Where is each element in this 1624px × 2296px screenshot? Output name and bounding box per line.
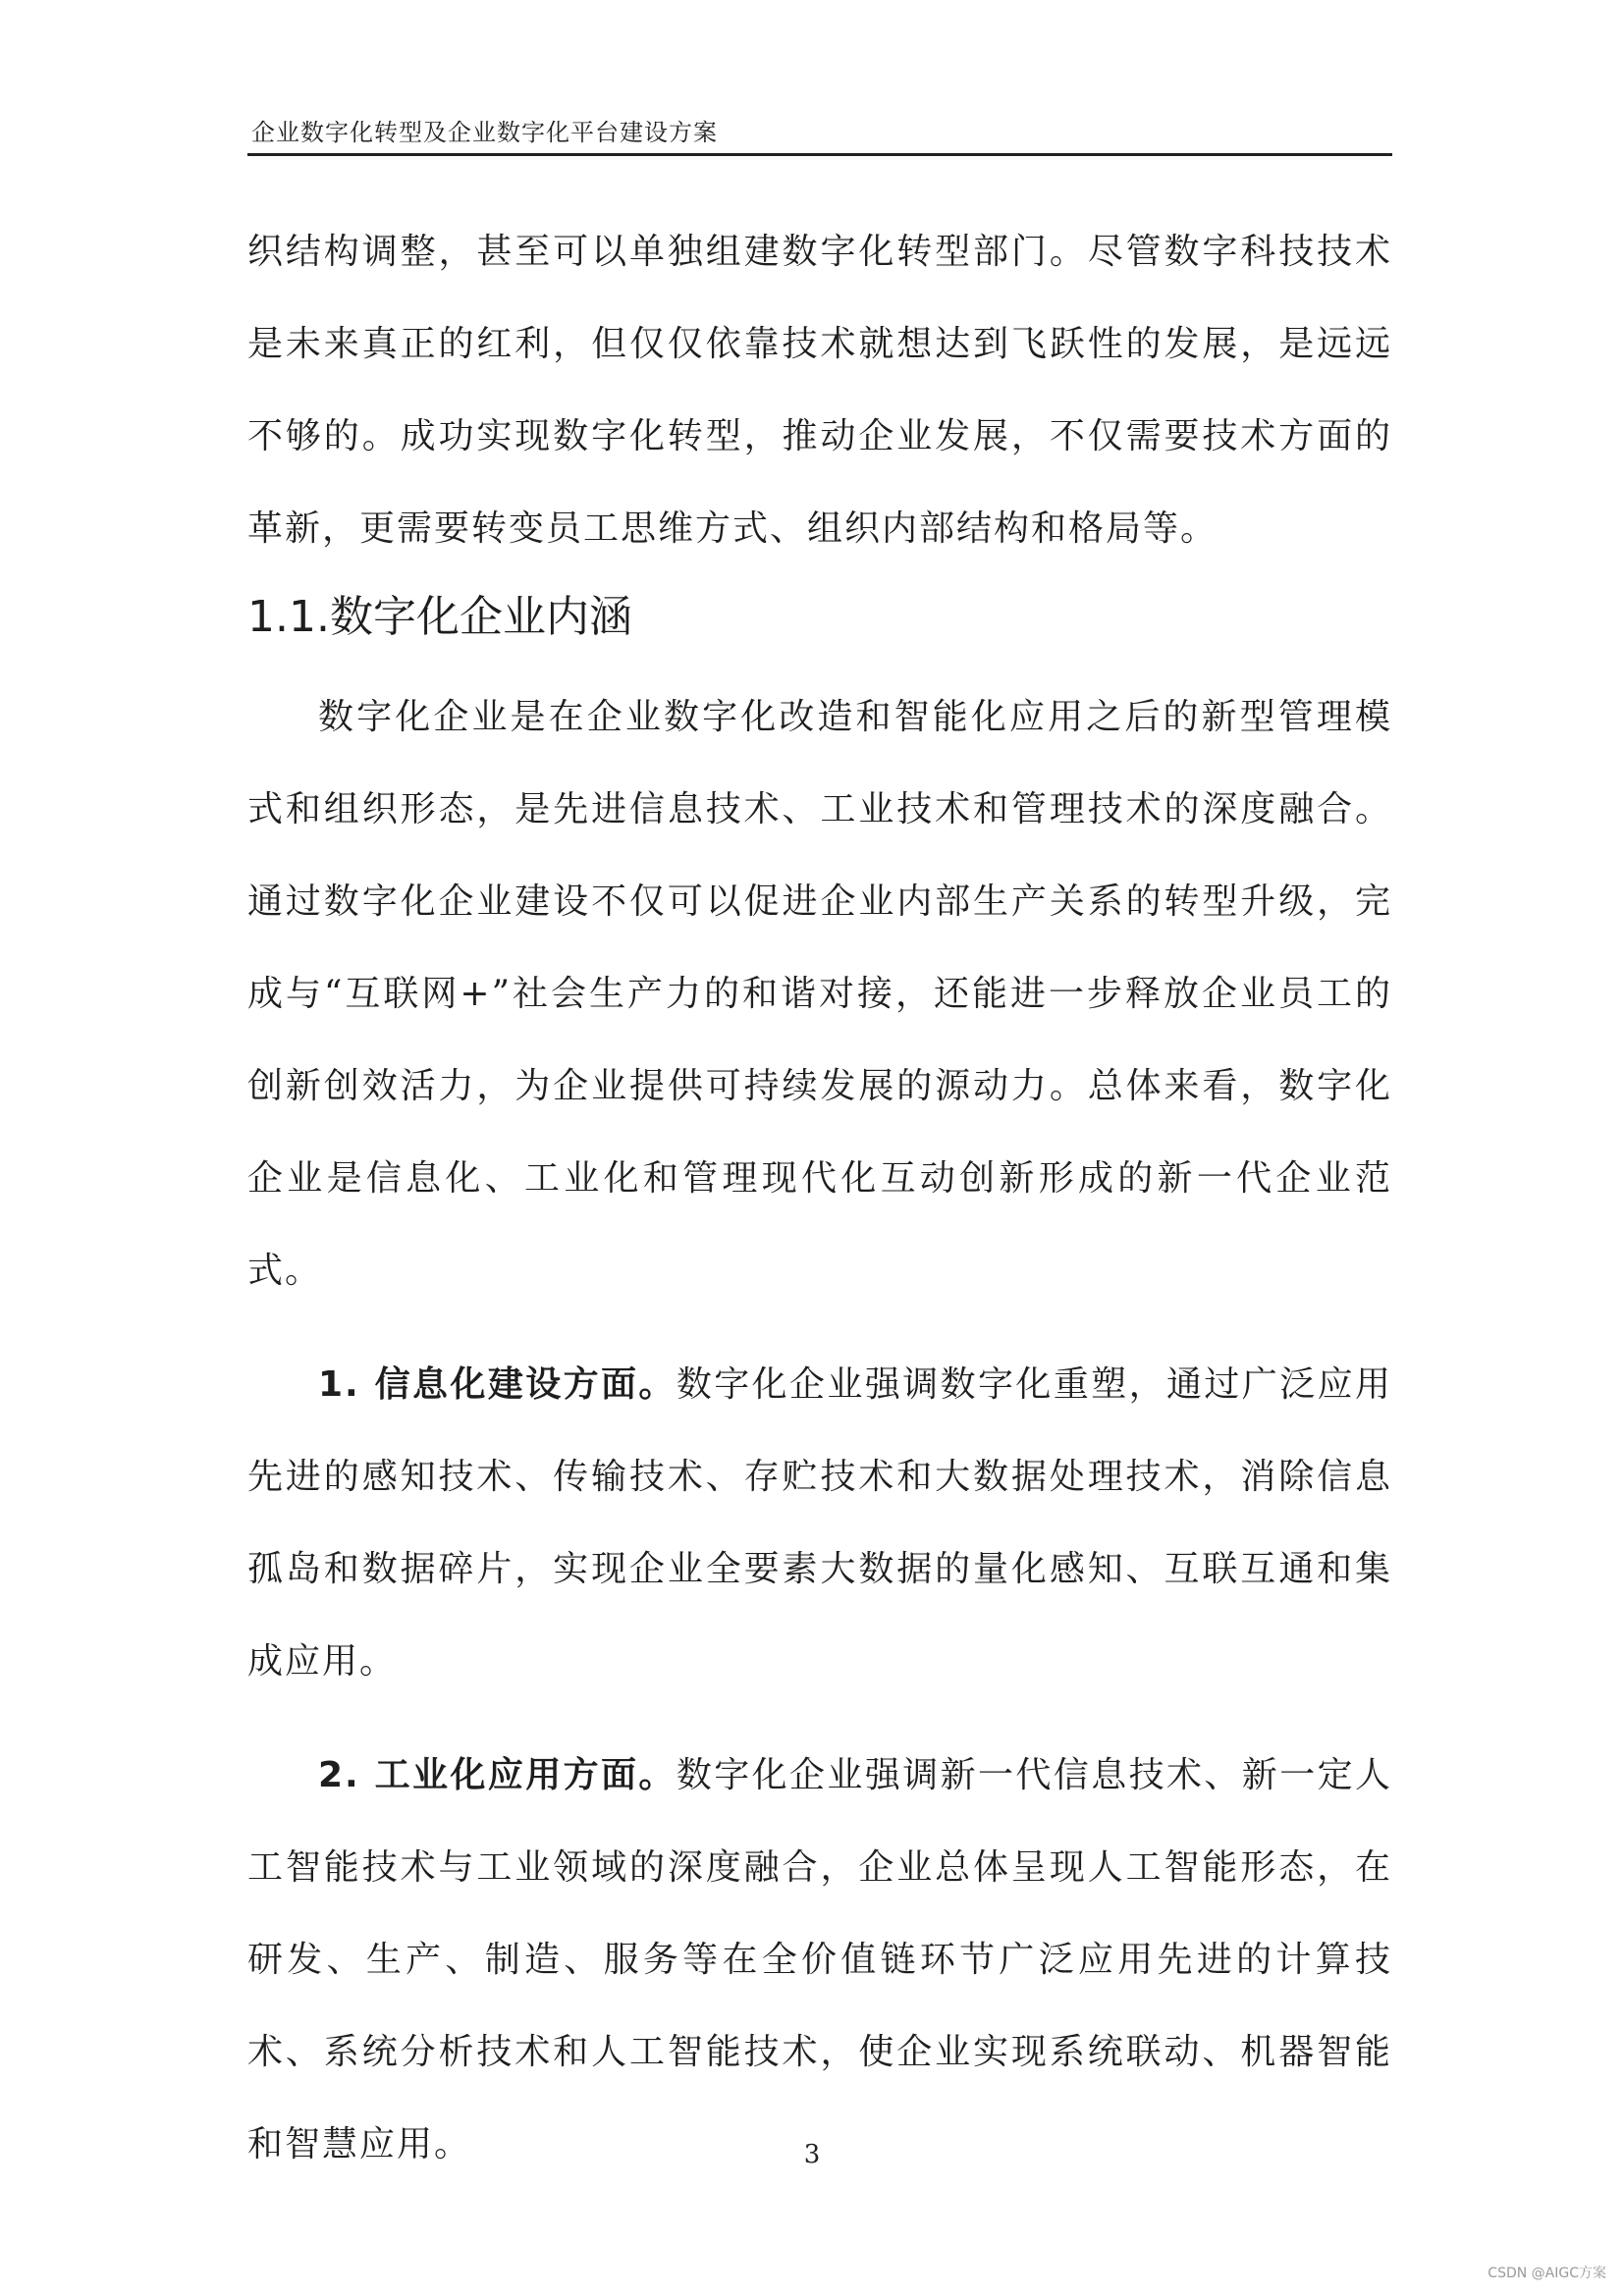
item-text: 数字化企业强调新一代信息技术、新一定人工智能技术与工业领域的深度融合，企业总体呈现人工智能形态，在研发、生产、制造、服务等在全价值链环节广泛应用先进的计算技术、系统分析技术和人工智能技术，使企业实现系统联动、机器智能和智慧应用。 [247, 1755, 1392, 2164]
watermark: CSDN @AIGC方案 [1488, 2266, 1606, 2281]
intro-paragraph: 织结构调整，甚至可以单独组建数字化转型部门。尽管数字科技技术是未来真正的红利，但仅仅依靠技术就想达到飞跃性的发展，是远远不够的。成功实现数字化转型，推动企业发展，不仅需要技术方面的革新，更需要转变员工思维方式、组织内部结构和格局等。 [247, 232, 1392, 549]
paragraph-gap [247, 1708, 1392, 1730]
section-heading: 1.1.数字化企业内涵 [247, 592, 632, 642]
item-lead: 2. 工业化应用方面。 [318, 1755, 677, 1795]
item-lead: 1. 信息化建设方面。 [318, 1364, 677, 1405]
section-paragraph: 数字化企业是在企业数字化改造和智能化应用之后的新型管理模式和组织形态，是先进信息技术、工业技术和管理技术的深度融合。通过数字化企业建设不仅可以促进企业内部生产关系的转型升级，完成与“互联网+”社会生产力的和谐对接，还能进一步释放企业员工的创新创效活力，为企业提供可持续发展的源动力。总体来看，数字化企业是信息化、工业化和管理现代化互动创新形成的新一代企业范式。 [247, 697, 1392, 1291]
page-body [247, 206, 1392, 2191]
item-text: 数字化企业强调数字化重塑，通过广泛应用先进的感知技术、传输技术、存贮技术和大数据处理技术，消除信息孤岛和数据碎片，实现企业全要素大数据的量化感知、互联互通和集成应用。 [247, 1364, 1392, 1682]
paragraph-gap [247, 1317, 1392, 1339]
list-item-industrialization [247, 1730, 1392, 2191]
header-title: 企业数字化转型及企业数字化平台建设方案 [251, 119, 718, 146]
list-item-informatization [247, 1339, 1392, 1708]
running-header [247, 116, 1392, 156]
page-number: 3 [803, 2140, 821, 2169]
